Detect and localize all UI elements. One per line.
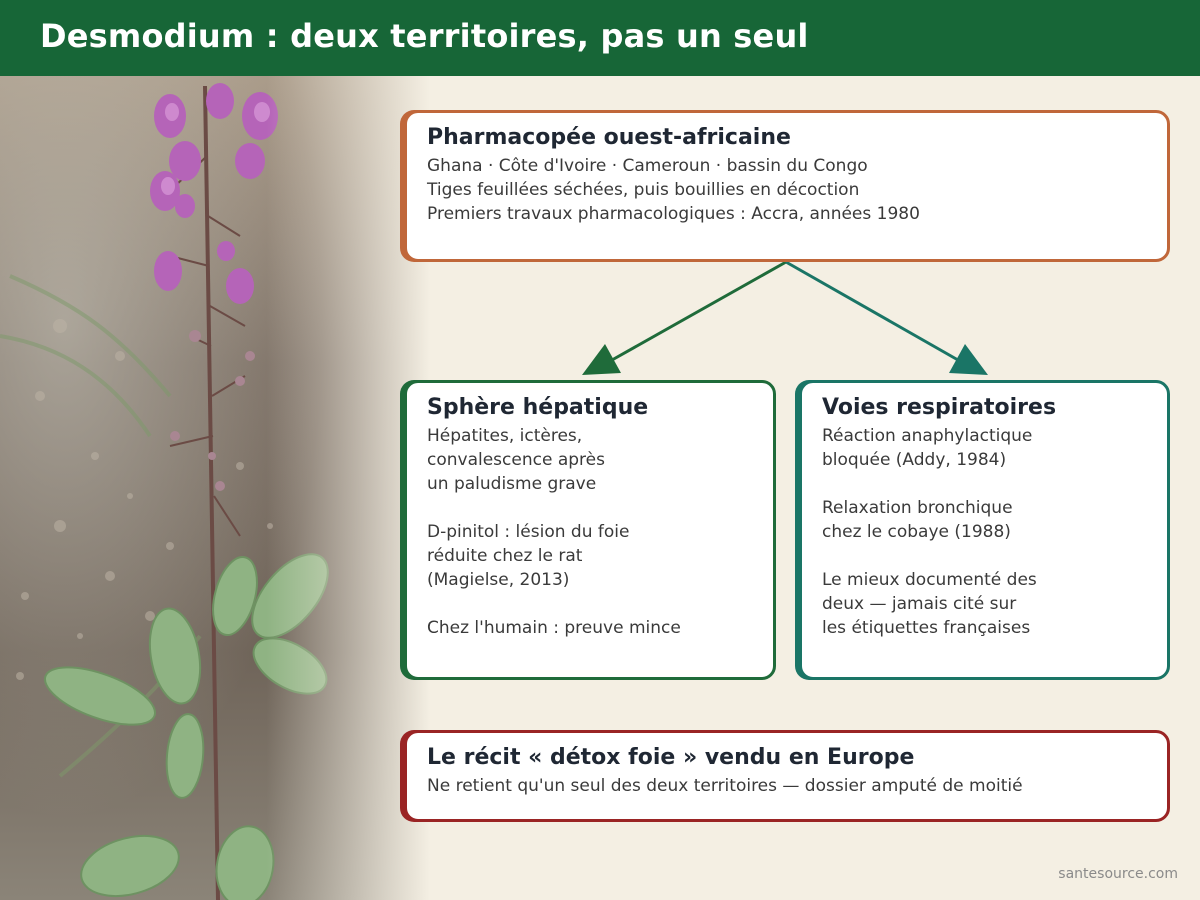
card-title: Voies respiratoires: [822, 395, 1057, 420]
card-line: [822, 544, 1155, 568]
card-line: Tiges feuillées séchées, puis bouillies en décoction: [427, 180, 860, 200]
card-pharmacopee: [404, 110, 1170, 262]
arrow-to-respiratory: [786, 262, 958, 360]
card-line: Hépatites, ictères,: [427, 426, 583, 446]
card-line: [427, 592, 761, 616]
card-recit-detox: [404, 730, 1170, 822]
card-line: [822, 472, 1155, 496]
card-line: Ne retient qu'un seul des deux territoires — dossier amputé de moitié: [427, 776, 1023, 796]
card-body: [822, 424, 1155, 640]
card-line: Réaction anaphylactique: [822, 426, 1033, 446]
card-line: réduite chez le rat: [427, 546, 583, 566]
arrow-to-hepatic: [612, 262, 786, 360]
card-line: Premiers travaux pharmacologiques : Accra, années 1980: [427, 204, 920, 224]
card-line: D-pinitol : lésion du foie: [427, 522, 630, 542]
card-line: un paludisme grave: [427, 474, 597, 494]
card-line: bloquée (Addy, 1984): [822, 450, 1007, 470]
card-line: chez le cobaye (1988): [822, 522, 1011, 542]
card-body: [427, 424, 761, 640]
card-line: convalescence après: [427, 450, 605, 470]
card-voies-respiratoires: [799, 380, 1170, 680]
card-line: [427, 496, 761, 520]
card-line: deux — jamais cité sur: [822, 594, 1017, 614]
card-line: (Magielse, 2013): [427, 570, 570, 590]
card-line: Ghana · Côte d'Ivoire · Cameroun · bassin du Congo: [427, 156, 868, 176]
card-body: [427, 154, 1155, 226]
card-title: Le récit « détox foie » vendu en Europe: [427, 745, 915, 770]
source-credit: santesource.com: [1058, 866, 1178, 882]
card-line: Le mieux documenté des: [822, 570, 1037, 590]
card-line: les étiquettes françaises: [822, 618, 1031, 638]
card-line: Chez l'humain : preuve mince: [427, 618, 681, 638]
card-body: [427, 774, 1155, 798]
card-sphere-hepatique: [404, 380, 776, 680]
card-title: Pharmacopée ouest-africaine: [427, 125, 791, 150]
page-title: Desmodium : deux territoires, pas un seul: [40, 17, 809, 55]
card-line: Relaxation bronchique: [822, 498, 1013, 518]
card-title: Sphère hépatique: [427, 395, 649, 420]
